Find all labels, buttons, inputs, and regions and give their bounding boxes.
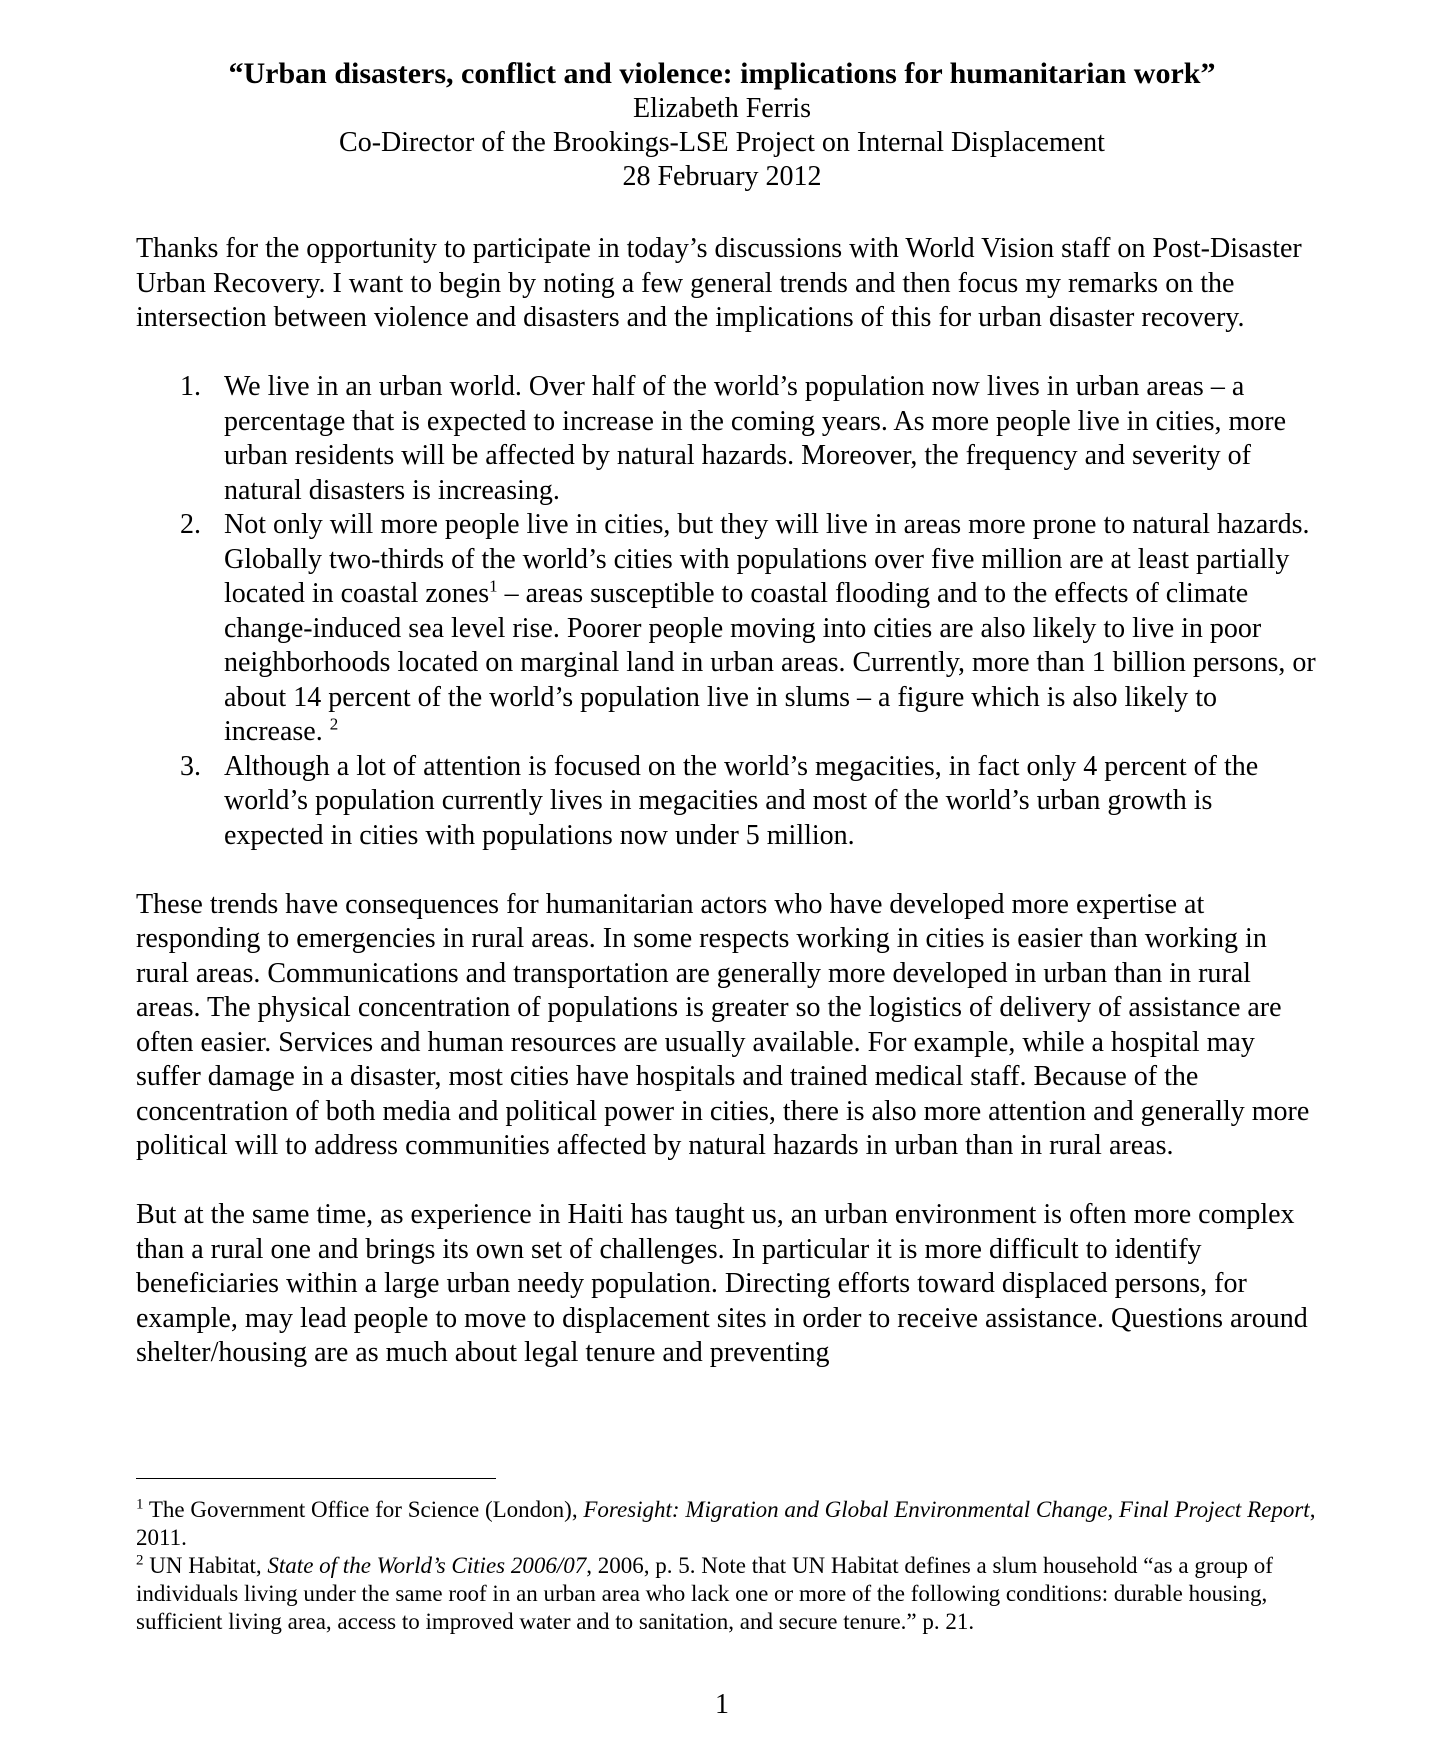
footnote-title: Foresight: Migration and Global Environmental Change, Final Project Report	[583, 1497, 1310, 1522]
footnote-mark: 2	[136, 1552, 144, 1569]
footnotes	[136, 1496, 1316, 1636]
footnote-reference: 2	[329, 714, 339, 734]
footnote-separator	[136, 1478, 496, 1479]
list-item-number: 2.	[180, 509, 201, 540]
footnote-text: UN Habitat,	[143, 1553, 268, 1578]
page-number: 1	[715, 1689, 729, 1720]
trends-list	[136, 370, 1316, 853]
list-item	[136, 508, 1316, 750]
footnote-title: State of the World’s Cities 2006/07	[267, 1553, 587, 1578]
document-date: 28 February 2012	[622, 161, 822, 192]
list-item	[136, 370, 1316, 508]
list-item-text: Not only will more people live in cities, but they will live in areas more prone to natural hazards. Globally two-thirds of the world’s cities with populations over five million are at least partially located in coastal zones	[224, 509, 1310, 609]
author-name: Elizabeth Ferris	[632, 93, 812, 124]
document-header	[0, 56, 1444, 194]
footnote-text: , 2006, p. 5. Note that UN Habitat defines a slum household “as a group of individuals living under the same roof in an urban area who lack one or more of the following conditions: durable housing, sufficient living area, access to improved water and to sanitation, and secure tenure.” p. 21.	[136, 1553, 1273, 1634]
list-item-text: We live in an urban world. Over half of the world’s population now lives in urban areas – a percentage that is expected to increase in the coming years. As more people live in cities, more urban residents will be affected by natural hazards. Moreover, the frequency and severity of natural disasters is increasing.	[224, 371, 1287, 506]
list-item-text: – areas susceptible to coastal flooding and to the effects of climate change-induced sea level rise. Poorer people moving into cities are also likely to live in poor neighborhoods located on marginal land in urban areas. Currently, more than 1 billion persons, or about 14 percent of the world’s population live in slums – a figure which is also likely to increase.	[224, 578, 1316, 747]
footnote-reference: 1	[489, 576, 498, 596]
list-item-number: 3.	[180, 750, 201, 782]
document-title: “Urban disasters, conflict and violence: implications for humanitarian work”	[228, 57, 1216, 90]
footnote-text: The Government Office for Science (London),	[143, 1497, 584, 1522]
footnote	[136, 1496, 1316, 1552]
footnote	[136, 1552, 1316, 1636]
body-paragraph: But at the same time, as experience in Haiti has taught us, an urban environment is often more complex than a rural one and brings its own set of challenges. In particular it is more difficult to identify beneficiaries within a large urban needy population. Directing efforts toward displaced persons, for example, may lead people to move to displacement sites in order to receive assistance. Questions around shelter/housing are as much about legal tenure and preventing	[136, 1199, 1308, 1368]
document-body	[136, 232, 1316, 1405]
footnote-mark: 1	[136, 1496, 144, 1513]
list-item-number: 1.	[180, 371, 201, 402]
body-paragraph: These trends have consequences for humanitarian actors who have developed more expertise at responding to emergencies in rural areas. In some respects working in cities is easier than working in rural areas. Communications and transportation are generally more developed in urban than in rural areas. The physical concentration of populations is greater so the logistics of delivery of assistance are often easier. Services and human resources are usually available. For example, while a hospital may suffer damage in a disaster, most cities have hospitals and trained medical staff. Because of the concentration of both media and political power in cities, there is also more attention and generally more political will to address communities affected by natural hazards in urban than in rural areas.	[136, 888, 1310, 1161]
list-item-text: Although a lot of attention is focused on the world’s megacities, in fact only 4 percent of the world’s population currently lives in megacities and most of the world’s urban growth is expected in cities with populations now under 5 million.	[224, 750, 1259, 851]
list-item	[136, 750, 1316, 854]
author-affiliation: Co-Director of the Brookings-LSE Project on Internal Displacement	[339, 127, 1105, 158]
footnote-text: , 2011.	[136, 1497, 1316, 1550]
intro-paragraph: Thanks for the opportunity to participate in today’s discussions with World Vision staff on Post-Disaster Urban Recovery. I want to begin by noting a few general trends and then focus my remarks on the intersection between violence and disasters and the implications of this for urban disaster recovery.	[136, 233, 1302, 333]
